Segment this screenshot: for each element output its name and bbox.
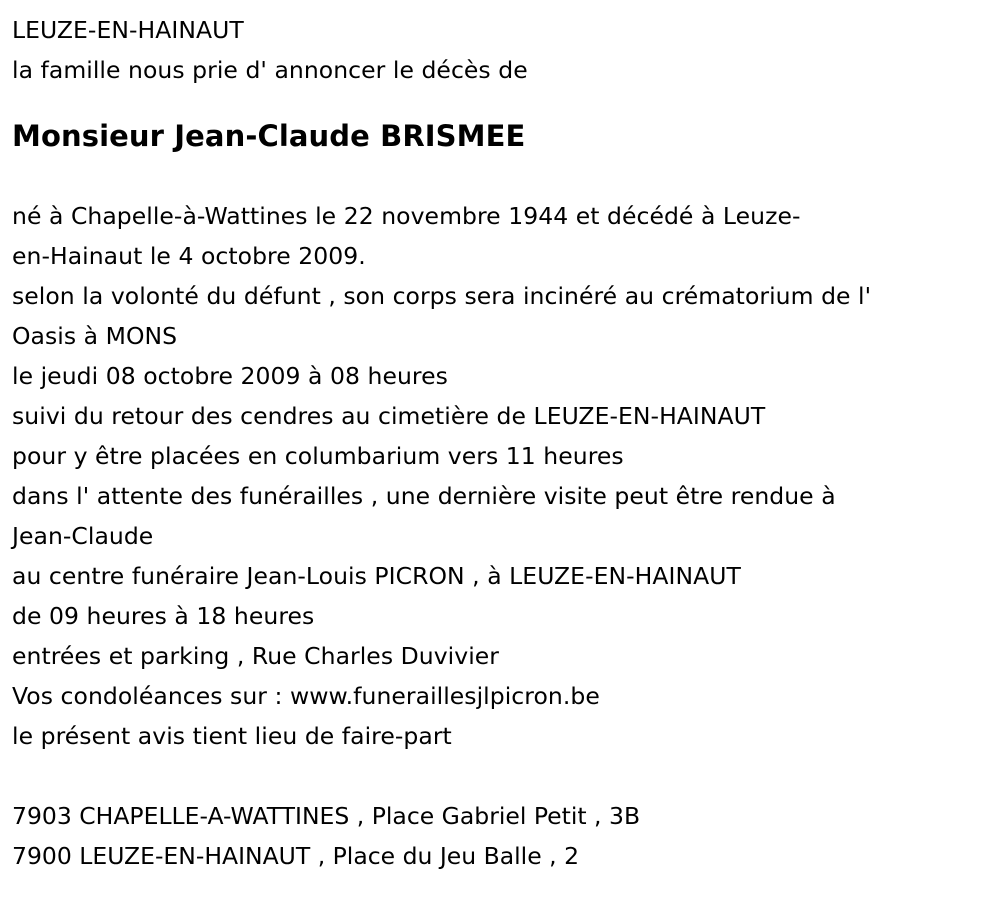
body-line: selon la volonté du défunt , son corps sera incinéré au crématorium de l' bbox=[12, 282, 872, 310]
body-line: pour y être placées en columbarium vers 11 heures bbox=[12, 442, 624, 470]
deceased-name: Monsieur Jean-Claude BRISMEE bbox=[12, 119, 526, 153]
notice-body bbox=[12, 196, 1000, 756]
spacer-before-name bbox=[12, 90, 1000, 116]
spacer-after-name bbox=[12, 156, 1000, 196]
locality-heading: LEUZE-EN-HAINAUT bbox=[12, 16, 244, 44]
body-line: en-Hainaut le 4 octobre 2009. bbox=[12, 242, 366, 270]
announcement-intro: la famille nous prie d' annoncer le décès de bbox=[12, 56, 528, 84]
body-line: suivi du retour des cendres au cimetière de LEUZE-EN-HAINAUT bbox=[12, 402, 766, 430]
body-line: le présent avis tient lieu de faire-part bbox=[12, 722, 452, 750]
address-line: 7900 LEUZE-EN-HAINAUT , Place du Jeu Balle , 2 bbox=[12, 842, 580, 870]
body-line: de 09 heures à 18 heures bbox=[12, 602, 315, 630]
body-line: né à Chapelle-à-Wattines le 22 novembre 1944 et décédé à Leuze- bbox=[12, 202, 801, 230]
address-block bbox=[12, 796, 1000, 876]
condolences-line: Vos condoléances sur : www.funeraillesjlpicron.be bbox=[12, 682, 600, 710]
body-line: dans l' attente des funérailles , une dernière visite peut être rendue à bbox=[12, 482, 836, 510]
body-line: Jean-Claude bbox=[12, 522, 154, 550]
body-line: le jeudi 08 octobre 2009 à 08 heures bbox=[12, 362, 448, 390]
body-line: entrées et parking , Rue Charles Duvivier bbox=[12, 642, 500, 670]
spacer-before-addresses bbox=[12, 756, 1000, 796]
body-line: au centre funéraire Jean-Louis PICRON , à LEUZE-EN-HAINAUT bbox=[12, 562, 741, 590]
address-line: 7903 CHAPELLE-A-WATTINES , Place Gabriel Petit , 3B bbox=[12, 802, 641, 830]
body-line: Oasis à MONS bbox=[12, 322, 178, 350]
